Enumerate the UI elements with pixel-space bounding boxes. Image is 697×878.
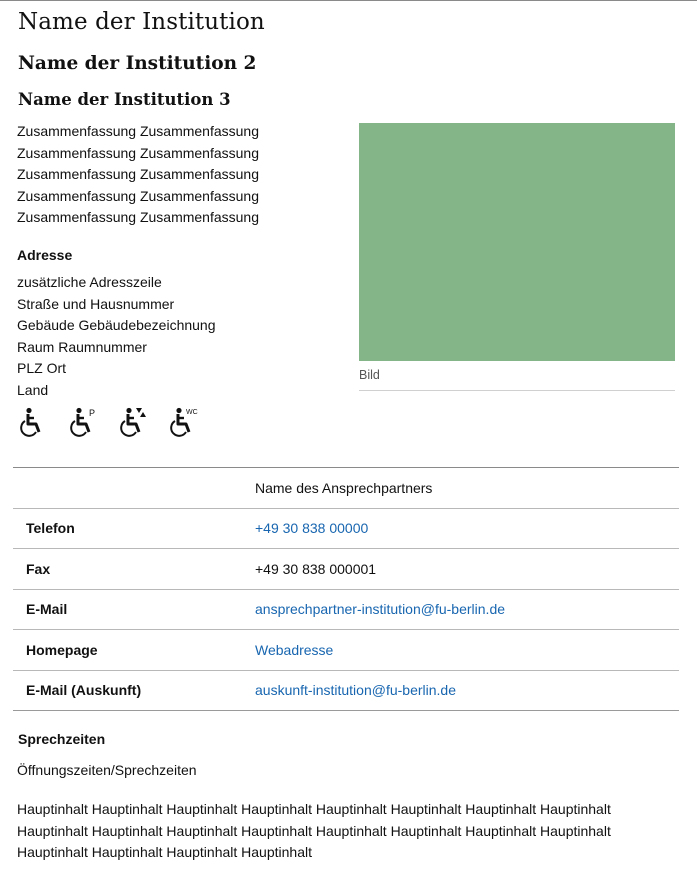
wc-label: WC [186,409,198,416]
wheelchair-icon [20,407,46,439]
info-email-link[interactable]: auskunft-institution@fu-berlin.de [255,682,456,699]
table-row [13,549,679,590]
row-label: Telefon [26,520,75,537]
address-line: PLZ Ort [17,360,67,376]
summary-line: Zusammenfassung Zusammenfassung [17,187,259,204]
page-title: Name der Institution [18,9,265,35]
summary-line: Zusammenfassung Zusammenfassung [17,166,259,182]
table-row [13,670,679,711]
address-line: Raum Raumnummer [17,338,147,355]
table-row [13,630,679,671]
contact-person-name: Name des Ansprechpartners [255,479,433,496]
subtitle-3: Name der Institution 3 [18,90,231,109]
row-label: E-Mail (Auskunft) [26,682,142,699]
summary-line: Zusammenfassung Zusammenfassung [17,209,259,225]
office-hours-text: Öffnungszeiten/Sprechzeiten [17,762,197,778]
address-block [17,272,216,401]
address-line: Straße und Hausnummer [17,295,175,312]
address-line: zusätzliche Adresszeile [17,274,162,290]
subtitle-2: Name der Institution 2 [18,53,257,74]
fax-value: +49 30 838 000001 [255,560,377,577]
table-row [13,468,679,509]
summary-line: Zusammenfassung Zusammenfassung [17,123,259,139]
address-heading: Adresse [17,247,73,263]
email-link[interactable]: ansprechpartner-institution@fu-berlin.de [255,601,506,618]
address-line: Land [17,381,49,398]
table-row [13,508,679,549]
main-content: Hauptinhalt Hauptinhalt Hauptinhalt Hauptinhalt Hauptinhalt Hauptinhalt Hauptinhalt Hauptinhalt Hauptinhalt Hauptinhalt Hauptinhalt Hauptinhalt Hauptinhalt Hauptinhalt Hauptinhalt Hauptinhalt Hauptinhalt Hauptinhalt Hauptinhalt Hauptinhalt [17,801,611,860]
contact-table [13,467,679,711]
caption-divider [359,390,675,391]
row-label: Homepage [26,641,98,658]
row-label: E-Mail [26,601,68,618]
wheelchair-elevator-icon [120,407,146,439]
address-line: Gebäude Gebäudebezeichnung [17,317,216,333]
parking-label: P [89,408,96,418]
phone-link[interactable]: +49 30 838 00000 [255,520,369,537]
office-hours-heading: Sprechzeiten [18,731,106,747]
wheelchair-parking-icon [70,407,96,439]
homepage-link[interactable]: Webadresse [255,641,334,658]
institution-image [359,123,675,361]
accessibility-icons [20,407,196,439]
wheelchair-wc-icon [170,407,196,439]
image-caption: Bild [359,368,380,382]
summary-text [17,121,259,229]
row-label: Fax [26,560,51,577]
summary-line: Zusammenfassung Zusammenfassung [17,144,259,161]
table-row [13,589,679,630]
